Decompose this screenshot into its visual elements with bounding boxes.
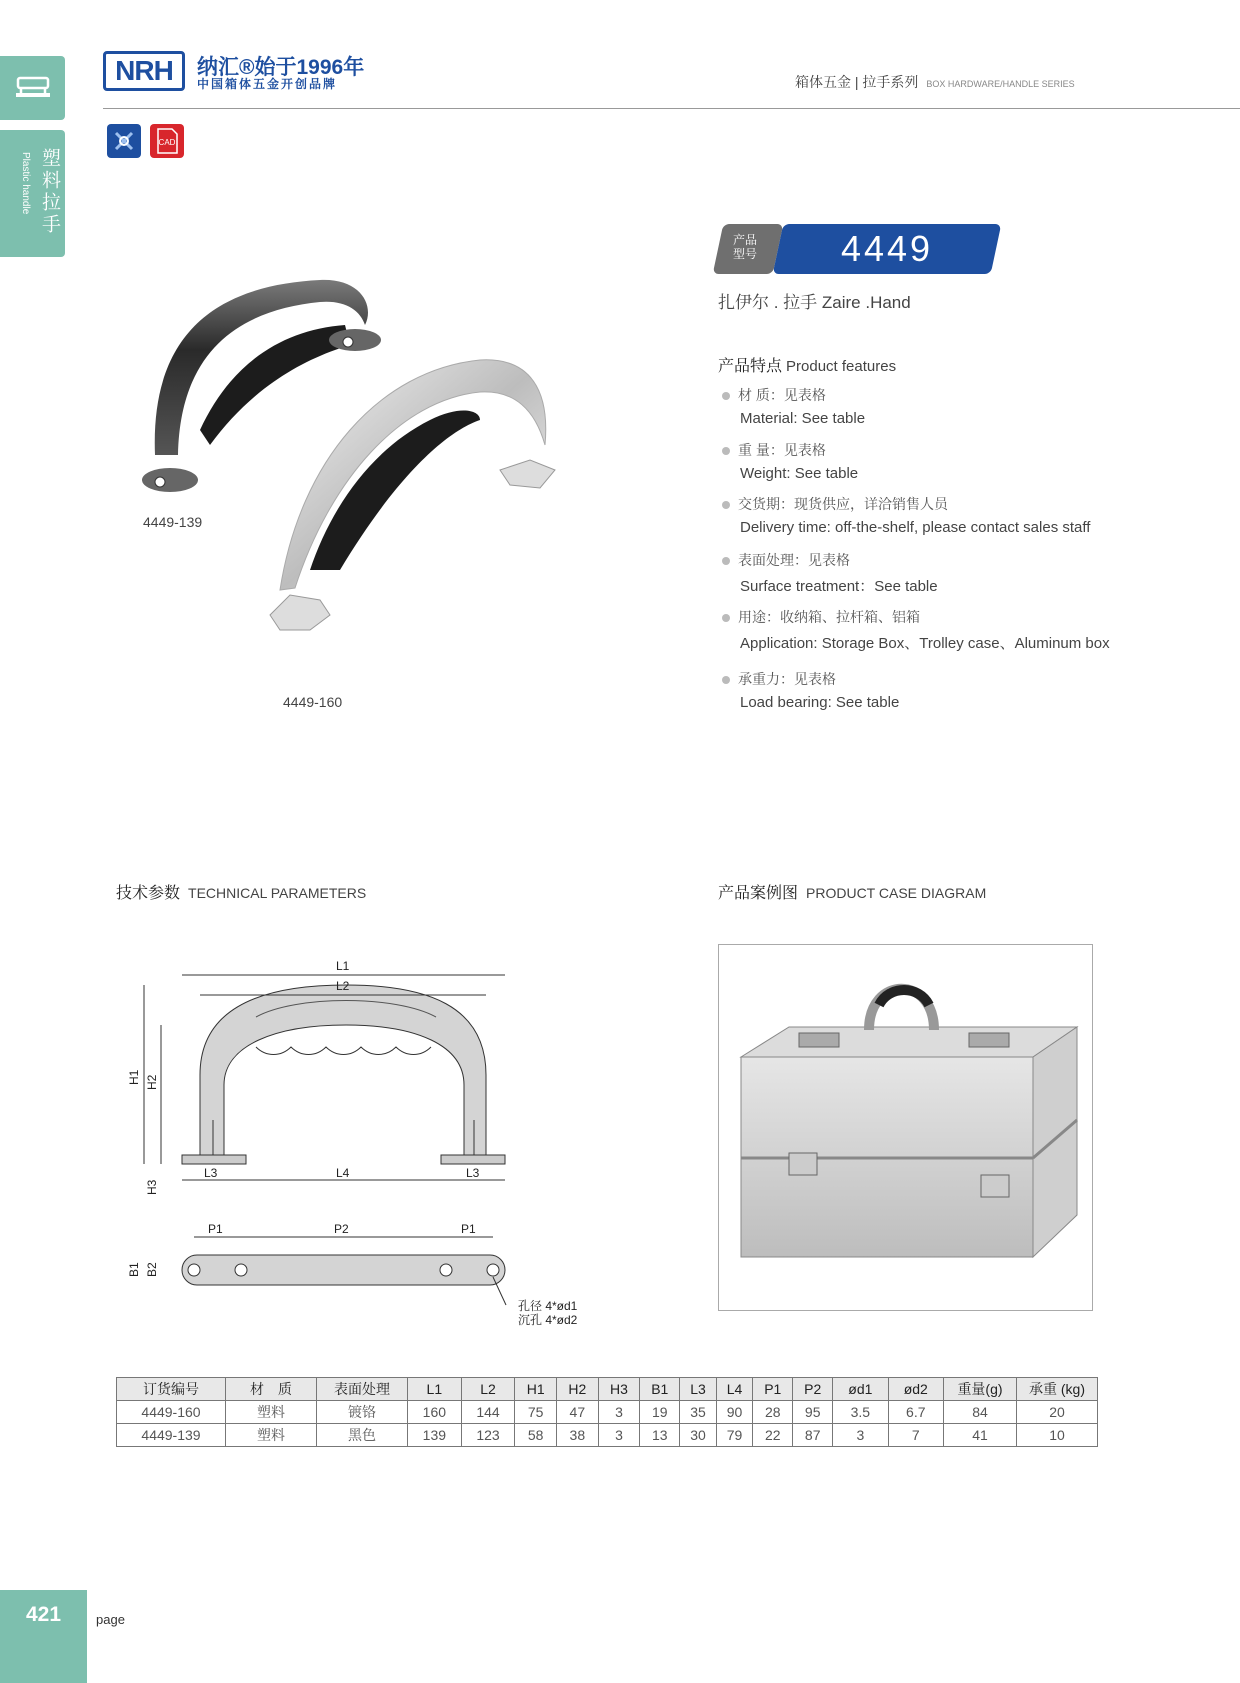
feature-cn: 重 量：见表格 — [738, 442, 826, 458]
table-header-cell: P2 — [793, 1378, 833, 1401]
case-title-cn: 产品案例图 — [718, 885, 799, 902]
table-header-cell: 订货编号 — [117, 1378, 226, 1401]
brand-slogan: 中国箱体五金开创品牌 — [197, 77, 338, 91]
brand-logo: NRH — [103, 51, 185, 91]
tools-icon[interactable] — [107, 124, 141, 158]
table-cell: 139 — [408, 1424, 462, 1447]
feature-cn: 用途：收纳箱、拉杆箱、铝箱 — [738, 609, 920, 625]
bullet-icon — [722, 392, 730, 400]
table-cell: 10 — [1017, 1424, 1098, 1447]
tech-params-title — [116, 880, 366, 903]
dim-label-H3: H3 — [145, 1179, 159, 1195]
case-photo-frame — [718, 944, 1093, 1311]
table-row — [117, 1424, 1098, 1447]
table-header-cell: 表面处理 — [317, 1378, 408, 1401]
side-tab-category[interactable] — [0, 130, 65, 257]
case-title-en: PRODUCT CASE DIAGRAM — [806, 885, 987, 901]
dim-label-L2: L2 — [336, 979, 350, 993]
table-cell: 塑料 — [226, 1401, 317, 1424]
dim-label-L4: L4 — [336, 1166, 350, 1180]
page-number: 421 — [25, 1603, 62, 1626]
table-cell: 90 — [716, 1401, 753, 1424]
table-cell: 6.7 — [888, 1401, 943, 1424]
cad-icon-label: CAD — [158, 138, 176, 147]
table-cell: 79 — [716, 1424, 753, 1447]
features-title — [718, 353, 896, 376]
table-cell: 镀铬 — [317, 1401, 408, 1424]
cad-file-icon[interactable] — [150, 124, 184, 158]
table-cell: 7 — [888, 1424, 943, 1447]
feature-item — [722, 494, 1090, 536]
side-tab-cn: 塑料拉手 — [39, 148, 60, 236]
table-cell: 144 — [461, 1401, 515, 1424]
bullet-icon — [722, 501, 730, 509]
feature-item — [722, 550, 938, 596]
feature-item — [722, 607, 1110, 653]
table-cell: 28 — [753, 1401, 793, 1424]
table-cell: 38 — [557, 1424, 599, 1447]
table-cell: 84 — [944, 1401, 1017, 1424]
table-cell: 3 — [598, 1424, 640, 1447]
feature-cn: 交货期：现货供应，详洽销售人员 — [738, 496, 948, 512]
table-header-cell: B1 — [640, 1378, 680, 1401]
table-header-cell: 重量(g) — [944, 1378, 1017, 1401]
feature-cn: 表面处理：见表格 — [738, 552, 850, 568]
dim-label-P2: P2 — [334, 1222, 349, 1236]
table-cell: 22 — [753, 1424, 793, 1447]
header-series — [795, 72, 1075, 92]
header-series-cn: 箱体五金 | 拉手系列 — [795, 74, 919, 90]
dim-label-P1-right: P1 — [461, 1222, 476, 1236]
feature-en: Material: See table — [740, 410, 866, 427]
table-header-cell: L3 — [680, 1378, 717, 1401]
page-label: page — [96, 1612, 125, 1627]
table-header-cell: ød2 — [888, 1378, 943, 1401]
bullet-icon — [722, 557, 730, 565]
tech-title-cn: 技术参数 — [116, 885, 181, 902]
bullet-icon — [722, 447, 730, 455]
dim-label-H1: H1 — [127, 1069, 141, 1085]
header-divider — [103, 108, 1240, 109]
table-cell: 30 — [680, 1424, 717, 1447]
spec-table — [116, 1377, 1098, 1447]
drawing-note-counterbore: 沉孔 4*ød2 — [518, 1313, 578, 1327]
table-cell: 4449-139 — [117, 1424, 226, 1447]
model-label-line2: 型号 — [733, 247, 758, 261]
table-cell: 95 — [793, 1401, 833, 1424]
dim-label-B1: B1 — [127, 1262, 141, 1277]
table-row — [117, 1401, 1098, 1424]
table-cell: 19 — [640, 1401, 680, 1424]
table-cell: 41 — [944, 1424, 1017, 1447]
product-photos — [130, 270, 610, 690]
table-header-cell: L1 — [408, 1378, 462, 1401]
table-header-cell: ød1 — [833, 1378, 888, 1401]
aluminum-case-image — [719, 945, 1092, 1310]
feature-item — [722, 385, 865, 427]
feature-item — [722, 440, 858, 482]
table-cell: 123 — [461, 1424, 515, 1447]
table-header-cell: P1 — [753, 1378, 793, 1401]
side-tab-icon-block — [0, 56, 65, 120]
table-cell: 3 — [833, 1424, 888, 1447]
dim-label-H2: H2 — [145, 1074, 159, 1090]
case-diagram-title — [718, 880, 986, 903]
caption-4449-160: 4449-160 — [283, 694, 343, 710]
features-title-en: Product features — [786, 358, 897, 375]
technical-drawing — [116, 955, 616, 1335]
table-cell: 黑色 — [317, 1424, 408, 1447]
table-header-cell: 承重 (kg) — [1017, 1378, 1098, 1401]
features-title-cn: 产品特点 — [718, 358, 783, 375]
table-cell: 75 — [515, 1401, 557, 1424]
bullet-icon — [722, 614, 730, 622]
table-header-cell: L2 — [461, 1378, 515, 1401]
model-label-line1: 产品 — [733, 233, 758, 247]
table-cell: 塑料 — [226, 1424, 317, 1447]
table-header-cell: L4 — [716, 1378, 753, 1401]
handle-chrome-image — [270, 360, 555, 630]
model-label — [733, 233, 757, 261]
model-number: 4449 — [840, 228, 934, 269]
tech-title-en: TECHNICAL PARAMETERS — [188, 885, 367, 901]
dim-label-L3-left: L3 — [204, 1166, 218, 1180]
caption-4449-139: 4449-139 — [143, 514, 203, 530]
feature-en: Weight: See table — [740, 465, 859, 482]
table-cell: 3 — [598, 1401, 640, 1424]
product-name: 扎伊尔 . 拉手 Zaire .Hand — [718, 293, 911, 312]
feature-en: Delivery time: off-the-shelf, please contact sales staff — [740, 519, 1091, 536]
table-cell: 20 — [1017, 1401, 1098, 1424]
table-cell: 13 — [640, 1424, 680, 1447]
header-series-en: BOX HARDWARE/HANDLE SERIES — [926, 79, 1075, 89]
dim-label-L3-right: L3 — [466, 1166, 480, 1180]
table-cell: 3.5 — [833, 1401, 888, 1424]
feature-en: Load bearing: See table — [740, 694, 900, 711]
table-header-cell: H2 — [557, 1378, 599, 1401]
drawing-note-hole: 孔径 4*ød1 — [518, 1299, 578, 1313]
side-tab-en: Plastic handle — [20, 152, 31, 215]
feature-en: Surface treatment：See table — [740, 578, 938, 595]
table-header-cell: H1 — [515, 1378, 557, 1401]
feature-item — [722, 669, 899, 711]
brand-name: 纳汇®始于1996年 — [197, 56, 365, 79]
table-header-cell: 材 质 — [226, 1378, 317, 1401]
feature-cn: 材 质：见表格 — [738, 387, 826, 403]
dim-label-L1: L1 — [336, 959, 350, 973]
table-cell: 87 — [793, 1424, 833, 1447]
dim-label-B2: B2 — [145, 1262, 159, 1277]
table-cell: 160 — [408, 1401, 462, 1424]
table-header-row — [117, 1378, 1098, 1401]
handle-icon — [0, 56, 65, 120]
table-cell: 35 — [680, 1401, 717, 1424]
table-cell: 47 — [557, 1401, 599, 1424]
bullet-icon — [722, 676, 730, 684]
table-cell: 58 — [515, 1424, 557, 1447]
table-header-cell: H3 — [598, 1378, 640, 1401]
table-cell: 4449-160 — [117, 1401, 226, 1424]
dim-label-P1-left: P1 — [208, 1222, 223, 1236]
feature-en: Application: Storage Box、Trolley case、Aluminum box — [740, 635, 1110, 652]
feature-cn: 承重力：见表格 — [738, 671, 836, 687]
